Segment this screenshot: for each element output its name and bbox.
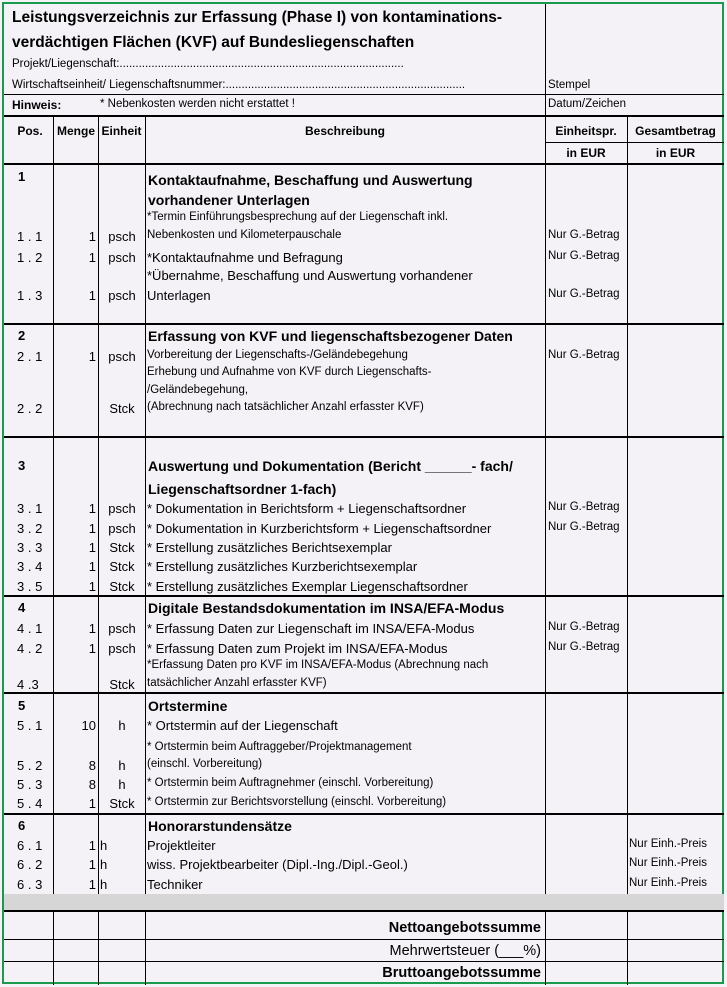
col-header-eur-unit: in EUR — [566, 146, 606, 160]
row-description: * Erfassung Daten zum Projekt im INSA/EFA-Modus — [147, 641, 448, 656]
row-description: Techniker — [147, 877, 203, 892]
row-einheit: psch — [108, 521, 136, 536]
row-unit-price-note: Nur G.-Betrag — [548, 521, 620, 533]
section-title: Auswertung und Dokumentation (Bericht ______- fach/ — [148, 458, 513, 474]
row-menge: 1 — [88, 838, 96, 853]
section-number: 2 — [18, 328, 26, 343]
col-line-3 — [145, 116, 146, 985]
col-line-5 — [627, 116, 628, 985]
stempel-label: Stempel — [548, 79, 591, 91]
mwst-label: Mehrwertsteuer (___%) — [389, 943, 541, 959]
row-description: Unterlagen — [147, 288, 211, 303]
row-description: * Dokumentation in Berichtsform + Liegenschaftsordner — [147, 501, 467, 516]
row-unit-price-note: Nur G.-Betrag — [548, 641, 620, 653]
section-title: Erfassung von KVF und liegenschaftsbezogener Daten — [148, 328, 513, 344]
row-pos: 3 . 5 — [17, 579, 43, 594]
row-description: * Ortstermin zur Berichtsvorstellung (einschl. Vorbereitung) — [147, 796, 447, 808]
row-menge: 1 — [88, 796, 96, 811]
section-title: Digitale Bestandsdokumentation im INSA/EFA-Modus — [148, 600, 505, 616]
row-description: *Übernahme, Beschaffung und Auswertung vorhandener — [147, 268, 473, 283]
section-title: Kontaktaufnahme, Beschaffung und Auswertung — [148, 172, 473, 188]
row-description: * Erstellung zusätzliches Kurzberichtsexemplar — [147, 559, 418, 574]
row-menge: 1 — [88, 559, 96, 574]
row-menge: 1 — [88, 579, 96, 594]
hinweis-text: * Nebenkosten werden nicht erstattet ! — [100, 98, 295, 110]
row-description: * Ortstermin beim Auftraggeber/Projektmanagement — [147, 741, 412, 753]
row-einheit: h — [118, 777, 126, 792]
row-pos: 1 . 3 — [17, 288, 43, 303]
row-unit-price-note: Nur G.-Betrag — [548, 349, 620, 361]
col-line-4 — [545, 116, 546, 985]
row-einheit: h — [100, 877, 108, 892]
row-einheit: psch — [108, 641, 136, 656]
row-pos: 6 . 1 — [17, 838, 43, 853]
row-unit-price-note: Nur G.-Betrag — [548, 229, 620, 241]
section-title: Honorarstundensätze — [148, 818, 292, 834]
row-menge: 1 — [88, 229, 96, 244]
row-total-note: Nur Einh.-Preis — [629, 838, 707, 850]
row-description: Vorbereitung der Liegenschafts-/Geländebegehung — [147, 349, 408, 361]
row-menge: 1 — [88, 288, 96, 303]
section-number: 6 — [18, 818, 26, 833]
row-pos: 4 . 1 — [17, 621, 43, 636]
totals-top-rule — [4, 910, 724, 912]
row-einheit: h — [100, 857, 108, 872]
section-rule — [4, 595, 724, 597]
section-rule — [4, 323, 724, 325]
subheader-rule — [545, 142, 724, 143]
row-menge: 1 — [88, 641, 96, 656]
row-description: * Erstellung zusätzliches Berichtsexemplar — [147, 540, 392, 555]
section-title: Ortstermine — [148, 698, 228, 714]
row-einheit: h — [118, 758, 126, 773]
row-menge: 8 — [88, 777, 96, 792]
col-header-eur-total: in EUR — [655, 146, 696, 160]
row-pos: 2 . 1 — [17, 349, 43, 364]
row-description: * Erfassung Daten zur Liegenschaft im INSA/EFA-Modus — [147, 621, 475, 636]
row-unit-price-note: Nur G.-Betrag — [548, 621, 620, 633]
row-pos: 3 . 3 — [17, 540, 43, 555]
row-menge: 1 — [88, 540, 96, 555]
row-pos: 6 . 3 — [17, 877, 43, 892]
row-einheit: Stck — [109, 796, 135, 811]
section-number: 4 — [18, 600, 26, 615]
row-einheit: Stck — [109, 540, 135, 555]
brutto-total-label: Bruttoangebotssumme — [382, 965, 541, 981]
totals-rule — [4, 961, 724, 962]
row-einheit: Stck — [109, 579, 135, 594]
col-header-menge: Menge — [56, 124, 95, 138]
row-description: tatsächlicher Anzahl erfasster KVF) — [147, 677, 327, 689]
row-einheit: psch — [108, 288, 136, 303]
row-menge: 10 — [81, 718, 96, 733]
row-description: * Ortstermin beim Auftragnehmer (einschl. Vorbereitung) — [147, 777, 434, 789]
netto-total-label: Nettoangebotssumme — [388, 920, 541, 936]
section-number: 5 — [18, 698, 26, 713]
row-pos: 2 . 2 — [17, 401, 43, 416]
section-rule — [4, 692, 724, 694]
row-menge: 1 — [88, 349, 96, 364]
row-description: * Erstellung zusätzliches Exemplar Liegenschaftsordner — [147, 579, 468, 594]
hinweis-label: Hinweis: — [12, 98, 62, 112]
row-description: * Dokumentation in Kurzberichtsform + Liegenschaftsordner — [147, 521, 492, 536]
section-number: 3 — [18, 458, 26, 473]
wirtschaftseinheit-field: Wirtschaftseinheit/ Liegenschaftsnummer:........................................................................... — [12, 79, 466, 91]
row-unit-price-note: Nur G.-Betrag — [548, 501, 620, 513]
row-description: *Erfassung Daten pro KVF im INSA/EFA-Modus (Abrechnung nach — [147, 659, 489, 671]
row-pos: 5 . 2 — [17, 758, 43, 773]
row-pos: 4 . 2 — [17, 641, 43, 656]
row-description: (einschl. Vorbereitung) — [147, 758, 263, 770]
row-einheit: psch — [108, 229, 136, 244]
row-description: (Abrechnung nach tatsächlicher Anzahl erfasster KVF) — [147, 401, 424, 413]
row-pos: 3 . 4 — [17, 559, 43, 574]
row-menge: 1 — [88, 621, 96, 636]
row-total-note: Nur Einh.-Preis — [629, 857, 707, 869]
row-pos: 5 . 1 — [17, 718, 43, 733]
section-number: 1 — [18, 169, 26, 184]
row-pos: 5 . 4 — [17, 796, 43, 811]
row-einheit: Stck — [109, 401, 135, 416]
row-pos: 1 . 2 — [17, 250, 43, 265]
col-header-beschreibung: Beschreibung — [304, 124, 385, 138]
row-description: * Ortstermin auf der Liegenschaft — [147, 718, 338, 733]
col-header-pos: Pos. — [17, 124, 43, 138]
row-einheit: h — [100, 838, 108, 853]
column-header-rule — [4, 163, 724, 165]
projekt-field: Projekt/Liegenschaft:......................................................................................... — [12, 58, 404, 70]
document-title-line1: Leistungsverzeichnis zur Erfassung (Phase I) von kontaminations- — [12, 9, 503, 26]
row-total-note: Nur Einh.-Preis — [629, 877, 707, 889]
row-description: Nebenkosten und Kilometerpauschale — [147, 229, 342, 241]
totals-rule — [4, 939, 724, 940]
row-einheit: psch — [108, 501, 136, 516]
row-description: *Kontaktaufnahme und Befragung — [147, 250, 343, 265]
header-divider — [545, 4, 546, 116]
row-pos: 6 . 2 — [17, 857, 43, 872]
row-pos: 5 . 3 — [17, 777, 43, 792]
row-unit-price-note: Nur G.-Betrag — [548, 250, 620, 262]
section-title: Liegenschaftsordner 1-fach) — [148, 481, 337, 497]
col-header-gesamtbetrag: Gesamtbetrag — [635, 124, 716, 138]
row-description: wiss. Projektbearbeiter (Dipl.-Ing./Dipl.-Geol.) — [147, 857, 408, 872]
row-einheit: psch — [108, 349, 136, 364]
section-rule — [4, 813, 724, 815]
header-rule — [4, 94, 724, 95]
row-menge: 1 — [88, 521, 96, 536]
header-bottom-rule — [4, 115, 724, 117]
col-header-einheitspreis: Einheitspr. — [555, 124, 617, 138]
row-menge: 1 — [88, 501, 96, 516]
datum-zeichen-label: Datum/Zeichen — [548, 98, 626, 110]
section-rule — [4, 436, 724, 438]
row-pos: 1 . 1 — [17, 229, 43, 244]
row-menge: 8 — [88, 758, 96, 773]
row-description: /Geländebegehung, — [147, 384, 249, 396]
row-einheit: h — [118, 718, 126, 733]
row-einheit: psch — [108, 250, 136, 265]
row-pos: 4 .3 — [17, 677, 39, 692]
row-menge: 1 — [88, 250, 96, 265]
row-description: Erhebung und Aufnahme von KVF durch Liegenschafts- — [147, 366, 432, 378]
row-pos: 3 . 2 — [17, 521, 43, 536]
document-title-line2: verdächtigen Flächen (KVF) auf Bundesliegenschaften — [12, 34, 415, 51]
col-header-einheit: Einheit — [101, 124, 142, 138]
row-pos: 3 . 1 — [17, 501, 43, 516]
row-description: *Termin Einführungsbesprechung auf der Liegenschaft inkl. — [147, 211, 449, 223]
section-title: vorhandener Unterlagen — [148, 192, 310, 208]
row-menge: 1 — [88, 857, 96, 872]
row-menge: 1 — [88, 877, 96, 892]
row-einheit: Stck — [109, 677, 135, 692]
row-description: Projektleiter — [147, 838, 216, 853]
row-einheit: Stck — [109, 559, 135, 574]
row-unit-price-note: Nur G.-Betrag — [548, 288, 620, 300]
gray-band — [4, 894, 724, 910]
row-einheit: psch — [108, 621, 136, 636]
